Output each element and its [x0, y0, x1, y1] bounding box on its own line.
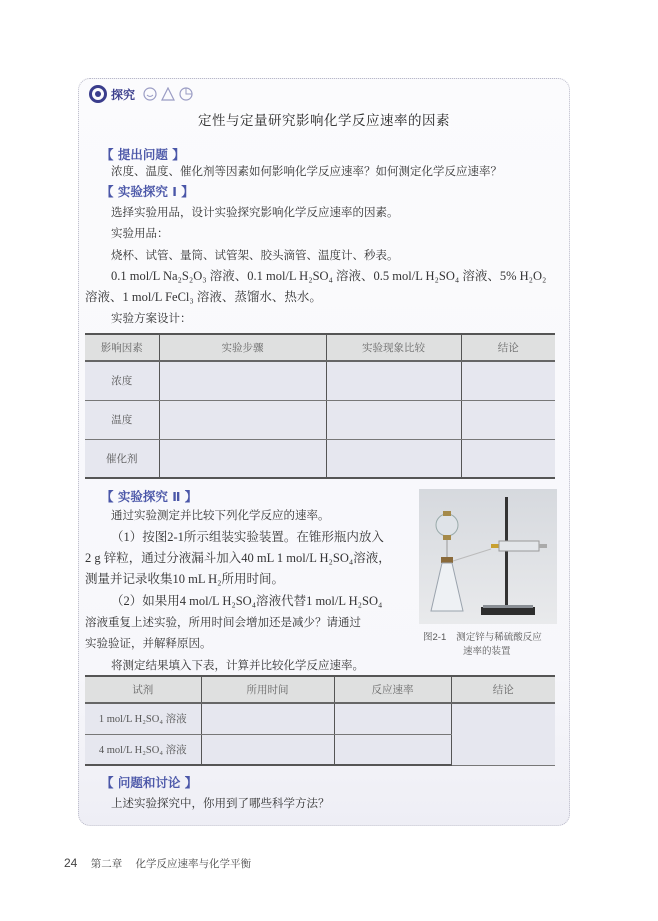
- exp1-reagents-2: 溶液、1 mol/L FeCl₃ 溶液、蒸馏水、热水。: [85, 290, 322, 304]
- table-header: 结论: [451, 676, 555, 703]
- table-header: 实验现象比较: [326, 334, 461, 361]
- blank-cell[interactable]: [461, 361, 555, 400]
- discussion-heading: 【 问题和讨论 】: [101, 775, 198, 790]
- inquiry-box: [78, 78, 570, 826]
- exp1-line2: 实验用品：: [111, 226, 169, 240]
- table-row: [85, 439, 555, 478]
- table-header: 试剂: [85, 676, 201, 703]
- caption-line1: 测定锌与稀硫酸反应: [456, 632, 542, 643]
- discussion-text: 上述实验探究中，你用到了哪些科学方法？: [111, 796, 330, 810]
- pie-icon: [179, 87, 193, 101]
- apparatus-figure: [419, 489, 557, 624]
- chapter-title: 化学反应速率与化学平衡: [135, 858, 252, 870]
- table-row: [85, 361, 555, 400]
- exp1-line3: 烧杯、试管、量筒、试管架、胶头滴管、温度计、秒表。: [111, 248, 399, 262]
- experiment-design-table: [85, 333, 555, 479]
- blank-cell[interactable]: [334, 734, 451, 765]
- blank-cell[interactable]: [159, 400, 326, 439]
- blank-cell[interactable]: [461, 439, 555, 478]
- exp1-line4: 实验方案设计：: [111, 311, 192, 325]
- exp2-p1-l1: （1）按图2-1所示组装实验装置。在锥形瓶内放入: [111, 530, 384, 544]
- question-text: 浓度、温度、催化剂等因素如何影响化学反应速率？如何测定化学反应速率？: [111, 164, 502, 178]
- table-header: 结论: [461, 334, 555, 361]
- exp1-line1: 选择实验用品，设计实验探究影响化学反应速率的因素。: [111, 205, 399, 219]
- exp2-p2-l3: 实验验证，并解释原因。: [85, 636, 212, 650]
- exp2-p1-l2: 2 g 锌粒，通过分液漏斗加入40 mL 1 mol/L H₂SO₄溶液，: [85, 551, 391, 565]
- blank-cell[interactable]: [326, 361, 461, 400]
- blank-cell[interactable]: [159, 361, 326, 400]
- chapter-label: 第二章: [90, 858, 123, 870]
- exp2-line-last: 将测定结果填入下表，计算并比较化学反应速率。: [111, 658, 364, 672]
- table-header-row: [85, 676, 555, 703]
- reaction-rate-table: [85, 675, 555, 766]
- caption-line2: 速率的装置: [463, 646, 511, 657]
- table-header: 反应速率: [334, 676, 451, 703]
- blank-cell[interactable]: [326, 439, 461, 478]
- figure-number: 图2-1: [423, 632, 447, 643]
- page-footer: [64, 856, 251, 871]
- exp1-heading: 【 实验探究 Ⅰ 】: [101, 184, 194, 199]
- exp2-heading: 【 实验探究 Ⅱ 】: [101, 489, 198, 504]
- table-header: 实验步骤: [159, 334, 326, 361]
- inquiry-badge: [89, 85, 193, 103]
- table-row: [85, 400, 555, 439]
- table-header: 影响因素: [85, 334, 159, 361]
- figure-caption: [423, 631, 542, 659]
- exp2-p2-l1: （2）如果用4 mol/L H₂SO₄溶液代替1 mol/L H₂SO₄: [111, 594, 383, 608]
- factor-cell: 温度: [85, 400, 159, 439]
- factor-cell: 浓度: [85, 361, 159, 400]
- apparatus-illustration: [419, 489, 557, 624]
- exp1-reagents-1: 0.1 mol/L Na₂S₂O₃ 溶液、0.1 mol/L H₂SO₄ 溶液、0.5 mol/L H₂SO₄ 溶液、5% H₂O₂: [111, 269, 547, 283]
- reagent-cell: 4 mol/L H₂SO₄ 溶液: [85, 734, 201, 765]
- table-header-row: [85, 334, 555, 361]
- exp2-line1: 通过实验测定并比较下列化学反应的速率。: [111, 508, 330, 522]
- blank-cell[interactable]: [201, 703, 334, 734]
- blank-cell[interactable]: [201, 734, 334, 765]
- factor-cell: 催化剂: [85, 439, 159, 478]
- exp2-p1-l3: 测量并记录收集10 mL H₂所用时间。: [85, 572, 285, 586]
- blank-cell[interactable]: [334, 703, 451, 734]
- face-icon: [143, 87, 157, 101]
- exp2-p2-l2: 溶液重复上述实验，所用时间会增加还是减少？请通过: [85, 615, 361, 629]
- blank-cell[interactable]: [461, 400, 555, 439]
- reagent-cell: 1 mol/L H₂SO₄ 溶液: [85, 703, 201, 734]
- page-number: 24: [64, 856, 78, 870]
- table-header: 所用时间: [201, 676, 334, 703]
- question-heading: 【 提出问题 】: [101, 147, 185, 162]
- page-title: 定性与定量研究影响化学反应速率的因素: [198, 113, 450, 129]
- badge-label: 探究: [111, 87, 136, 102]
- table-row: [85, 703, 555, 734]
- triangle-icon: [161, 87, 175, 101]
- blank-cell[interactable]: [326, 400, 461, 439]
- target-icon: [89, 85, 107, 103]
- conclusion-cell[interactable]: [451, 703, 555, 765]
- blank-cell[interactable]: [159, 439, 326, 478]
